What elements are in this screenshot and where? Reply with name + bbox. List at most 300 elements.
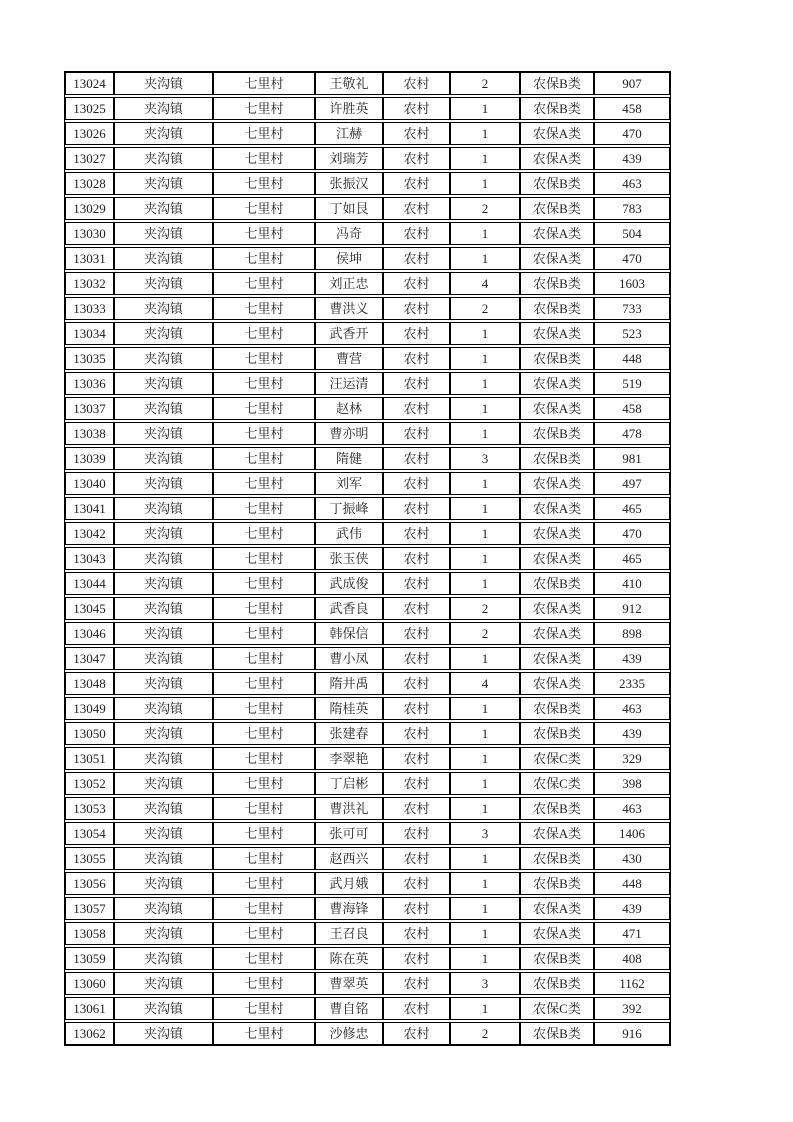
cell-amount: 470 [594,522,670,545]
cell-person_count: 1 [450,547,520,570]
cell-id: 13058 [65,922,114,945]
table-row [65,972,670,995]
cell-insurance_category: 农保A类 [520,472,594,495]
cell-insurance_category: 农保A类 [520,222,594,245]
cell-id: 13053 [65,797,114,820]
cell-town: 夹沟镇 [114,722,213,745]
cell-insurance_category: 农保B类 [520,947,594,970]
cell-id: 13041 [65,497,114,520]
table-row [65,397,670,420]
cell-town: 夹沟镇 [114,297,213,320]
cell-residence_type: 农村 [383,272,450,295]
cell-amount: 463 [594,797,670,820]
cell-residence_type: 农村 [383,772,450,795]
cell-residence_type: 农村 [383,72,450,95]
cell-name: 曹海锋 [315,897,383,920]
cell-person_count: 1 [450,847,520,870]
cell-village: 七里村 [213,672,315,695]
cell-village: 七里村 [213,597,315,620]
cell-id: 13051 [65,747,114,770]
cell-residence_type: 农村 [383,872,450,895]
cell-name: 王召良 [315,922,383,945]
cell-insurance_category: 农保A类 [520,397,594,420]
cell-residence_type: 农村 [383,297,450,320]
cell-id: 13038 [65,422,114,445]
cell-town: 夹沟镇 [114,847,213,870]
cell-insurance_category: 农保B类 [520,72,594,95]
cell-amount: 439 [594,147,670,170]
cell-village: 七里村 [213,897,315,920]
cell-village: 七里村 [213,247,315,270]
cell-person_count: 1 [450,997,520,1020]
cell-amount: 463 [594,172,670,195]
table-row [65,722,670,745]
cell-person_count: 1 [450,222,520,245]
cell-village: 七里村 [213,572,315,595]
cell-town: 夹沟镇 [114,772,213,795]
cell-person_count: 2 [450,197,520,220]
cell-id: 13036 [65,372,114,395]
cell-amount: 907 [594,72,670,95]
cell-id: 13034 [65,322,114,345]
cell-insurance_category: 农保B类 [520,347,594,370]
cell-village: 七里村 [213,197,315,220]
cell-person_count: 1 [450,522,520,545]
cell-residence_type: 农村 [383,447,450,470]
cell-residence_type: 农村 [383,422,450,445]
cell-id: 13049 [65,697,114,720]
table-row [65,797,670,820]
cell-insurance_category: 农保B类 [520,447,594,470]
table-row [65,447,670,470]
cell-person_count: 2 [450,72,520,95]
cell-residence_type: 农村 [383,347,450,370]
cell-amount: 916 [594,1022,670,1045]
cell-person_count: 3 [450,447,520,470]
cell-name: 丁如艮 [315,197,383,220]
cell-village: 七里村 [213,972,315,995]
cell-residence_type: 农村 [383,397,450,420]
cell-id: 13055 [65,847,114,870]
cell-insurance_category: 农保A类 [520,922,594,945]
cell-residence_type: 农村 [383,897,450,920]
cell-name: 曹营 [315,347,383,370]
cell-name: 武成俊 [315,572,383,595]
cell-name: 冯奇 [315,222,383,245]
cell-insurance_category: 农保B类 [520,197,594,220]
cell-name: 陈在英 [315,947,383,970]
table-row [65,247,670,270]
table-row [65,322,670,345]
cell-name: 赵西兴 [315,847,383,870]
cell-amount: 439 [594,722,670,745]
cell-village: 七里村 [213,697,315,720]
cell-person_count: 1 [450,722,520,745]
cell-insurance_category: 农保A类 [520,147,594,170]
cell-residence_type: 农村 [383,97,450,120]
cell-insurance_category: 农保A类 [520,622,594,645]
cell-id: 13059 [65,947,114,970]
table-row [65,122,670,145]
cell-name: 丁启彬 [315,772,383,795]
cell-town: 夹沟镇 [114,372,213,395]
cell-village: 七里村 [213,797,315,820]
cell-residence_type: 农村 [383,972,450,995]
cell-insurance_category: 农保A类 [520,247,594,270]
cell-village: 七里村 [213,497,315,520]
cell-person_count: 1 [450,322,520,345]
table-row [65,847,670,870]
cell-village: 七里村 [213,347,315,370]
table-row [65,272,670,295]
cell-name: 汪运清 [315,372,383,395]
table-row [65,72,670,95]
cell-amount: 470 [594,122,670,145]
cell-residence_type: 农村 [383,847,450,870]
cell-name: 韩保信 [315,622,383,645]
cell-id: 13027 [65,147,114,170]
cell-name: 武香良 [315,597,383,620]
table-row [65,297,670,320]
cell-name: 丁振峰 [315,497,383,520]
cell-insurance_category: 农保A类 [520,897,594,920]
cell-amount: 465 [594,497,670,520]
cell-residence_type: 农村 [383,997,450,1020]
cell-town: 夹沟镇 [114,397,213,420]
cell-amount: 448 [594,872,670,895]
table-row [65,1022,670,1045]
cell-name: 武香开 [315,322,383,345]
cell-town: 夹沟镇 [114,647,213,670]
cell-village: 七里村 [213,772,315,795]
cell-person_count: 2 [450,297,520,320]
cell-id: 13060 [65,972,114,995]
cell-amount: 430 [594,847,670,870]
table-row [65,872,670,895]
cell-amount: 497 [594,472,670,495]
cell-person_count: 1 [450,897,520,920]
cell-village: 七里村 [213,272,315,295]
cell-name: 武伟 [315,522,383,545]
cell-residence_type: 农村 [383,722,450,745]
table-row [65,372,670,395]
cell-id: 13040 [65,472,114,495]
cell-name: 隋井禹 [315,672,383,695]
cell-name: 侯坤 [315,247,383,270]
cell-amount: 410 [594,572,670,595]
cell-insurance_category: 农保B类 [520,797,594,820]
cell-name: 曹自铭 [315,997,383,1020]
cell-person_count: 2 [450,597,520,620]
cell-insurance_category: 农保B类 [520,722,594,745]
cell-residence_type: 农村 [383,797,450,820]
cell-town: 夹沟镇 [114,472,213,495]
cell-person_count: 1 [450,472,520,495]
cell-insurance_category: 农保B类 [520,422,594,445]
cell-insurance_category: 农保A类 [520,672,594,695]
cell-insurance_category: 农保B类 [520,172,594,195]
cell-id: 13035 [65,347,114,370]
cell-town: 夹沟镇 [114,97,213,120]
cell-residence_type: 农村 [383,947,450,970]
cell-village: 七里村 [213,547,315,570]
cell-person_count: 1 [450,422,520,445]
cell-person_count: 1 [450,497,520,520]
cell-id: 13032 [65,272,114,295]
cell-village: 七里村 [213,422,315,445]
cell-insurance_category: 农保C类 [520,772,594,795]
cell-residence_type: 农村 [383,172,450,195]
cell-name: 许胜英 [315,97,383,120]
cell-insurance_category: 农保A类 [520,322,594,345]
cell-id: 13048 [65,672,114,695]
cell-town: 夹沟镇 [114,897,213,920]
cell-town: 夹沟镇 [114,522,213,545]
cell-name: 刘正忠 [315,272,383,295]
cell-town: 夹沟镇 [114,322,213,345]
cell-amount: 465 [594,547,670,570]
cell-person_count: 1 [450,572,520,595]
cell-residence_type: 农村 [383,472,450,495]
cell-person_count: 2 [450,622,520,645]
cell-village: 七里村 [213,622,315,645]
cell-town: 夹沟镇 [114,197,213,220]
cell-id: 13024 [65,72,114,95]
cell-person_count: 4 [450,672,520,695]
cell-id: 13042 [65,522,114,545]
cell-person_count: 1 [450,247,520,270]
cell-name: 曹亦明 [315,422,383,445]
cell-id: 13030 [65,222,114,245]
cell-person_count: 1 [450,872,520,895]
cell-insurance_category: 农保A类 [520,547,594,570]
cell-village: 七里村 [213,947,315,970]
cell-id: 13046 [65,622,114,645]
cell-person_count: 1 [450,647,520,670]
cell-residence_type: 农村 [383,647,450,670]
cell-amount: 398 [594,772,670,795]
cell-village: 七里村 [213,372,315,395]
table-row [65,747,670,770]
cell-id: 13056 [65,872,114,895]
cell-insurance_category: 农保B类 [520,97,594,120]
cell-village: 七里村 [213,847,315,870]
cell-town: 夹沟镇 [114,272,213,295]
cell-village: 七里村 [213,97,315,120]
cell-id: 13028 [65,172,114,195]
cell-id: 13029 [65,197,114,220]
cell-amount: 439 [594,647,670,670]
cell-person_count: 1 [450,147,520,170]
table-row [65,222,670,245]
cell-town: 夹沟镇 [114,222,213,245]
cell-amount: 912 [594,597,670,620]
cell-person_count: 1 [450,697,520,720]
cell-id: 13057 [65,897,114,920]
cell-town: 夹沟镇 [114,122,213,145]
cell-town: 夹沟镇 [114,247,213,270]
records-table [64,71,671,1046]
cell-residence_type: 农村 [383,547,450,570]
table-row [65,422,670,445]
cell-residence_type: 农村 [383,522,450,545]
cell-town: 夹沟镇 [114,622,213,645]
cell-name: 曹小凤 [315,647,383,670]
cell-amount: 458 [594,397,670,420]
cell-person_count: 2 [450,1022,520,1045]
cell-amount: 519 [594,372,670,395]
table-row [65,97,670,120]
table-row [65,672,670,695]
cell-town: 夹沟镇 [114,747,213,770]
cell-amount: 470 [594,247,670,270]
cell-town: 夹沟镇 [114,347,213,370]
cell-residence_type: 农村 [383,147,450,170]
cell-id: 13062 [65,1022,114,1045]
cell-residence_type: 农村 [383,197,450,220]
cell-name: 曹洪义 [315,297,383,320]
cell-residence_type: 农村 [383,497,450,520]
cell-village: 七里村 [213,722,315,745]
cell-name: 张振汉 [315,172,383,195]
cell-name: 张玉侠 [315,547,383,570]
cell-town: 夹沟镇 [114,597,213,620]
cell-residence_type: 农村 [383,922,450,945]
cell-id: 13047 [65,647,114,670]
cell-id: 13052 [65,772,114,795]
cell-town: 夹沟镇 [114,797,213,820]
cell-id: 13033 [65,297,114,320]
cell-village: 七里村 [213,322,315,345]
cell-amount: 1162 [594,972,670,995]
cell-insurance_category: 农保B类 [520,872,594,895]
cell-village: 七里村 [213,872,315,895]
cell-insurance_category: 农保A类 [520,597,594,620]
cell-amount: 1406 [594,822,670,845]
cell-amount: 439 [594,897,670,920]
cell-person_count: 3 [450,972,520,995]
table-row [65,997,670,1020]
cell-village: 七里村 [213,297,315,320]
cell-name: 曹洪礼 [315,797,383,820]
cell-id: 13026 [65,122,114,145]
cell-amount: 478 [594,422,670,445]
cell-residence_type: 农村 [383,822,450,845]
table-row [65,147,670,170]
cell-id: 13025 [65,97,114,120]
cell-village: 七里村 [213,122,315,145]
cell-person_count: 1 [450,97,520,120]
cell-village: 七里村 [213,72,315,95]
cell-person_count: 3 [450,822,520,845]
cell-name: 李翠艳 [315,747,383,770]
cell-amount: 898 [594,622,670,645]
cell-person_count: 1 [450,772,520,795]
cell-name: 隋桂英 [315,697,383,720]
cell-person_count: 1 [450,922,520,945]
table-row [65,697,670,720]
cell-residence_type: 农村 [383,747,450,770]
cell-residence_type: 农村 [383,372,450,395]
cell-id: 13037 [65,397,114,420]
cell-amount: 504 [594,222,670,245]
cell-village: 七里村 [213,222,315,245]
cell-town: 夹沟镇 [114,572,213,595]
cell-village: 七里村 [213,522,315,545]
cell-person_count: 1 [450,947,520,970]
cell-amount: 523 [594,322,670,345]
cell-village: 七里村 [213,997,315,1020]
cell-id: 13039 [65,447,114,470]
table-row [65,922,670,945]
cell-name: 江赫 [315,122,383,145]
table-row [65,197,670,220]
cell-insurance_category: 农保B类 [520,297,594,320]
cell-name: 刘瑞芳 [315,147,383,170]
cell-person_count: 1 [450,172,520,195]
cell-village: 七里村 [213,172,315,195]
cell-town: 夹沟镇 [114,422,213,445]
cell-town: 夹沟镇 [114,822,213,845]
cell-town: 夹沟镇 [114,447,213,470]
cell-town: 夹沟镇 [114,147,213,170]
table-row [65,172,670,195]
cell-name: 张建春 [315,722,383,745]
cell-insurance_category: 农保B类 [520,1022,594,1045]
cell-person_count: 1 [450,122,520,145]
cell-town: 夹沟镇 [114,872,213,895]
cell-residence_type: 农村 [383,1022,450,1045]
cell-village: 七里村 [213,1022,315,1045]
cell-town: 夹沟镇 [114,72,213,95]
cell-insurance_category: 农保B类 [520,972,594,995]
cell-residence_type: 农村 [383,572,450,595]
cell-insurance_category: 农保A类 [520,372,594,395]
table-row [65,822,670,845]
cell-residence_type: 农村 [383,122,450,145]
cell-insurance_category: 农保B类 [520,847,594,870]
cell-amount: 329 [594,747,670,770]
cell-residence_type: 农村 [383,697,450,720]
cell-amount: 408 [594,947,670,970]
cell-amount: 981 [594,447,670,470]
cell-village: 七里村 [213,147,315,170]
cell-id: 13043 [65,547,114,570]
cell-village: 七里村 [213,747,315,770]
cell-village: 七里村 [213,647,315,670]
cell-id: 13061 [65,997,114,1020]
cell-person_count: 1 [450,747,520,770]
cell-residence_type: 农村 [383,247,450,270]
cell-insurance_category: 农保B类 [520,272,594,295]
cell-insurance_category: 农保B类 [520,697,594,720]
cell-town: 夹沟镇 [114,947,213,970]
cell-id: 13054 [65,822,114,845]
cell-town: 夹沟镇 [114,672,213,695]
table-row [65,522,670,545]
cell-person_count: 1 [450,797,520,820]
cell-name: 赵林 [315,397,383,420]
cell-residence_type: 农村 [383,672,450,695]
cell-town: 夹沟镇 [114,972,213,995]
cell-insurance_category: 农保A类 [520,822,594,845]
cell-village: 七里村 [213,922,315,945]
cell-person_count: 1 [450,397,520,420]
cell-village: 七里村 [213,447,315,470]
cell-amount: 448 [594,347,670,370]
cell-insurance_category: 农保A类 [520,122,594,145]
cell-amount: 458 [594,97,670,120]
